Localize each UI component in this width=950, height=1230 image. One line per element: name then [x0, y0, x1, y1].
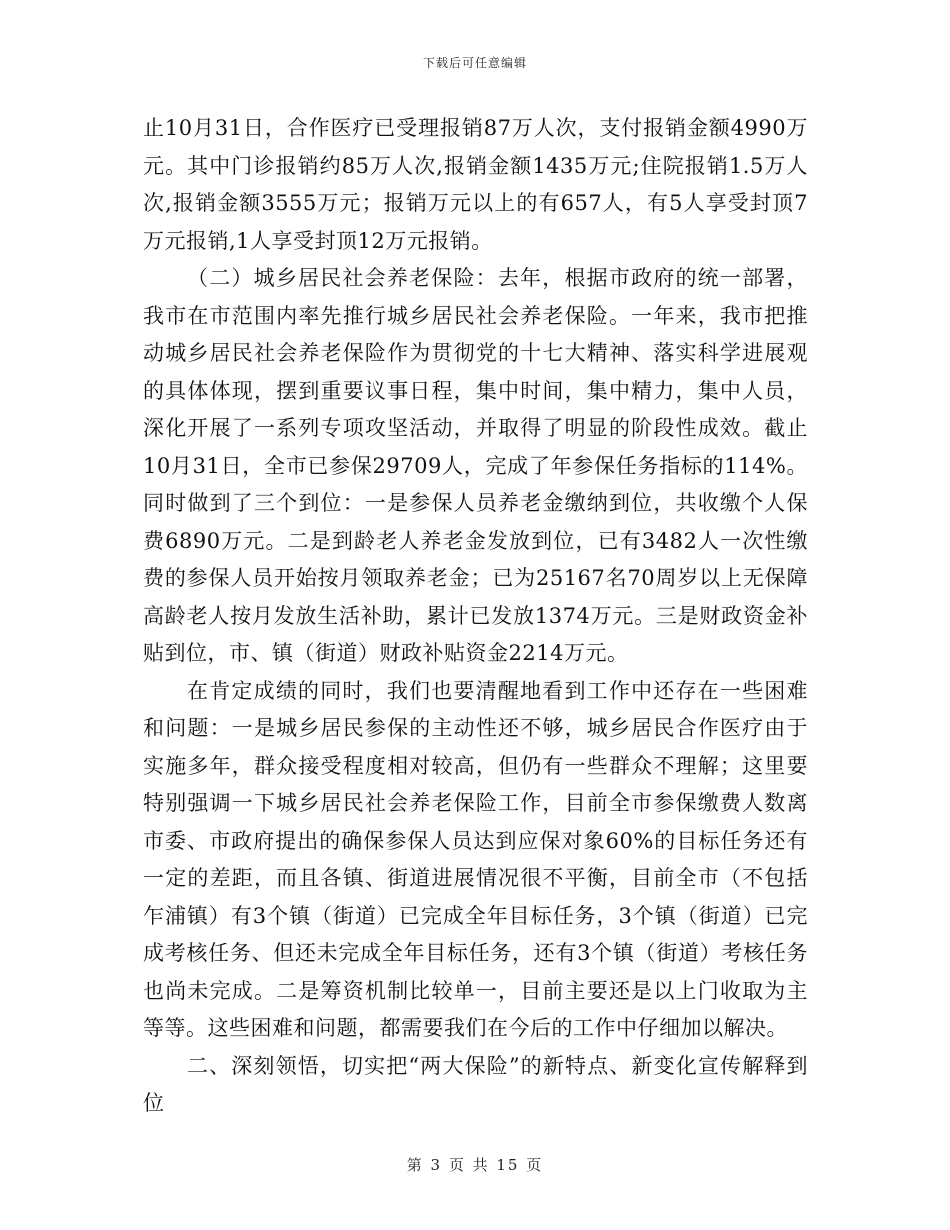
body-paragraph: 在肯定成绩的同时，我们也要清醒地看到工作中还存在一些困难和问题：一是城乡居民参保的主动性还不够，城乡居民合作医疗由于实施多年，群众接受程度相对较高，但仍有一些群众不理解；这里要特别强调一下城乡居民社会养老保险工作，目前全市参保缴费人数离市委、市政府提出的确保参保人员达到应保对象60%的目标任务还有一定的差距，而且各镇、街道进展情况很不平衡，目前全市（不包括乍浦镇）有3个镇（街道）已完成全年目标任务，3个镇（街道）已完成考核任务、但还未完成全年目标任务，还有3个镇（街道）考核任务也尚未完成。二是筹资机制比较单一，目前主要还是以上门收取为主等等。这些困难和问题，都需要我们在今后的工作中仔细加以解决。 [143, 678, 808, 1040]
page-number: 第 3 页 共 15 页 [406, 1156, 544, 1174]
section-heading: 二、深刻领悟，切实把“两大保险”的新特点、新变化宣传解释到位 [143, 1053, 808, 1115]
body-paragraph: （二）城乡居民社会养老保险：去年，根据市政府的统一部署，我市在市范围内率先推行城乡居民社会养老保险。一年来，我市把推动城乡居民社会养老保险作为贯彻党的十七大精神、落实科学进展观的具体体现，摆到重要议事日程，集中时间，集中精力，集中人员，深化开展了一系列专项攻坚活动，并取得了明显的阶段性成效。截止10月31日，全市已参保29709人，完成了年参保任务指标的114%。同时做到了三个到位：一是参保人员养老金缴纳到位，共收缴个人保费6890万元。二是到龄老人养老金发放到位，已有3482人一次性缴费的参保人员开始按月领取养老金；已为25167名70周岁以上无保障高龄老人按月发放生活补助，累计已发放1374万元。三是财政资金补贴到位，市、镇（街道）财政补贴资金2214万元。 [143, 266, 808, 665]
body-paragraph: 止10月31日，合作医疗已受理报销87万人次，支付报销金额4990万元。其中门诊报销约85万人次,报销金额1435万元;住院报销1.5万人次,报销金额3555万元；报销万元以上的有657人，有5人享受封顶7万元报销,1人享受封顶12万元报销。 [143, 116, 808, 253]
page-header-note: 下载后可任意编辑 [422, 56, 527, 70]
document-body [143, 110, 808, 1123]
